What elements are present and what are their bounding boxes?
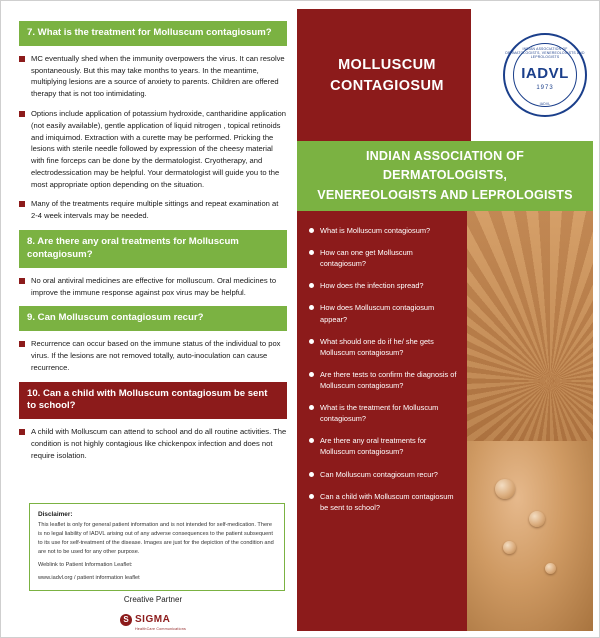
logo-arc-top-text: INDIAN ASSOCIATION OF DERMATOLOGISTS, VENEREOLOGISTS AND LEPROLOGISTS (505, 47, 585, 59)
organization-band (297, 141, 593, 211)
page-title (303, 55, 471, 97)
page-title-line1: MOLLUSCUM (338, 57, 436, 73)
disclaimer-link-url[interactable]: www.iadvl.org / patient information leaflet (38, 574, 140, 581)
bullet-item (19, 198, 287, 222)
dot-bullet-icon (309, 283, 314, 288)
organization-name-line2: VENEREOLOGISTS AND LEPROLOGISTS (317, 187, 573, 202)
faq-text: Are there tests to confirm the diagnosis of Molluscum contagiosum? (320, 369, 457, 390)
section-heading-10: 10. Can a child with Molluscum contagiosum be sent to school? (19, 382, 287, 420)
square-bullet-icon (19, 56, 25, 62)
faq-text: How does the infection spread? (320, 281, 424, 291)
bullet-item (19, 275, 287, 299)
dot-bullet-icon (309, 372, 314, 377)
right-cover-panel (297, 9, 593, 631)
faq-text: How does Molluscum contagiosum appear? (320, 303, 435, 324)
dot-bullet-icon (309, 472, 314, 477)
disclaimer-text: This leaflet is only for general patient information and is not intended for self-medication. There is no legal liability of IADVL arising out of any adverse consequences to the patient subsequent to its use for self-treatment of the disease. Images are just for the depiction of the condition and are not to be used for any other purpose. (38, 522, 274, 555)
dot-bullet-icon (309, 405, 314, 410)
list-item (309, 402, 457, 424)
photo-skin-area (467, 441, 593, 631)
faq-text: Can a child with Molluscum contagiosum be sent to school? (320, 491, 454, 512)
bullet-item (19, 426, 287, 461)
clinical-photo (467, 211, 593, 631)
faq-list (297, 211, 467, 631)
list-item (309, 435, 457, 457)
dot-bullet-icon (309, 438, 314, 443)
partner-name: SIGMA (135, 614, 171, 625)
creative-partner-label: Creative Partner (123, 595, 183, 604)
list-item (309, 469, 457, 480)
lesion-bump (495, 479, 515, 499)
dot-bullet-icon (309, 494, 314, 499)
bullet-item (19, 108, 287, 190)
lesion-bump (545, 563, 556, 574)
dot-bullet-icon (309, 250, 314, 255)
logo-arc-bottom-text: IADVL (539, 102, 551, 106)
list-item (309, 225, 457, 236)
logo-name: IADVL (521, 65, 569, 82)
faq-text: How can one get Molluscum contagiosum? (320, 248, 413, 269)
sigma-mark-icon: S (120, 614, 132, 626)
lesion-bump (529, 511, 545, 527)
disclaimer-title: Disclaimer: (38, 511, 73, 518)
faq-text: What should one do if he/ she gets Molluscum contagiosum? (320, 336, 434, 357)
list-item (309, 336, 457, 358)
faq-text: Are there any oral treatments for Molluscum contagiosum? (320, 436, 427, 457)
dot-bullet-icon (309, 339, 314, 344)
square-bullet-icon (19, 278, 25, 284)
partner-subtitle: HealthCare Communications (135, 627, 186, 631)
disclaimer-box (29, 503, 285, 591)
bullet-text: Recurrence can occur based on the immune status of the individual to pox virus. If the lesions are not removed totally, auto-inoculation can cause recurrence. (31, 339, 281, 372)
faq-text: Can Molluscum contagiosum recur? (320, 469, 438, 479)
dot-bullet-icon (309, 228, 314, 233)
bullet-text: Options include application of potassium hydroxide, cantharidine application (not easily available), gentle application of liquid nitrogen , topical retinoids and imiquimod. Extraction with a curette may be performed. Pricking the lesions with sterile needle followed by expression of the cheesy material with fine forceps can be done by the dermatologist. Cryotherapy, and electrodessication may be helpful. Your dermatologist will guide you to the most appropriate option depending on the situation. (31, 109, 286, 189)
list-item (309, 491, 457, 513)
list-item (309, 280, 457, 291)
bullet-item (19, 53, 287, 100)
organization-name (297, 147, 593, 206)
bullet-text: A child with Molluscum can attend to school and do all routine activities. The condition is not highly contagious like chickenpox infection and does not require isolation. (31, 427, 287, 460)
partner-logo (9, 609, 297, 631)
left-content-panel (9, 9, 297, 631)
section-heading-9: 9. Can Molluscum contagiosum recur? (19, 306, 287, 331)
page-title-line2: CONTAGIOSUM (330, 78, 444, 95)
iadvl-logo-icon (503, 33, 587, 117)
section-heading-8: 8. Are there any oral treatments for Molluscum contagiosum? (19, 230, 287, 268)
bullet-text: No oral antiviral medicines are effective for molluscum. Oral medicines to improve the immune response against pox virus may be helpful. (31, 275, 277, 297)
faq-text: What is the treatment for Molluscum contagiosum? (320, 403, 439, 424)
list-item (309, 247, 457, 269)
bullet-text: MC eventually shed when the immunity overpowers the virus. It can resolve spontaneously. But this may take months to years. In the meantime, multiplying lesions are a source of anxiety to parents. Children are offered therapy that is not too intimidating. (31, 53, 285, 99)
dot-bullet-icon (309, 305, 314, 310)
list-item (309, 302, 457, 324)
disclaimer-link-label: Weblink to Patient Information Leaflet: (38, 561, 133, 568)
logo-year: 1973 (536, 85, 554, 91)
bullet-item (19, 338, 287, 373)
square-bullet-icon (19, 201, 25, 207)
lesion-bump (503, 541, 516, 554)
square-bullet-icon (19, 429, 25, 435)
section-heading-7: 7. What is the treatment for Molluscum contagiosum? (19, 21, 287, 46)
list-item (309, 369, 457, 391)
square-bullet-icon (19, 341, 25, 347)
square-bullet-icon (19, 111, 25, 117)
bullet-text: Many of the treatments require multiple sittings and repeat examination at 2-4 week intervals may be needed. (31, 199, 279, 221)
organization-name-line1: INDIAN ASSOCIATION OF DERMATOLOGISTS, (365, 148, 525, 183)
faq-text: What is Molluscum contagiosum? (320, 226, 431, 235)
